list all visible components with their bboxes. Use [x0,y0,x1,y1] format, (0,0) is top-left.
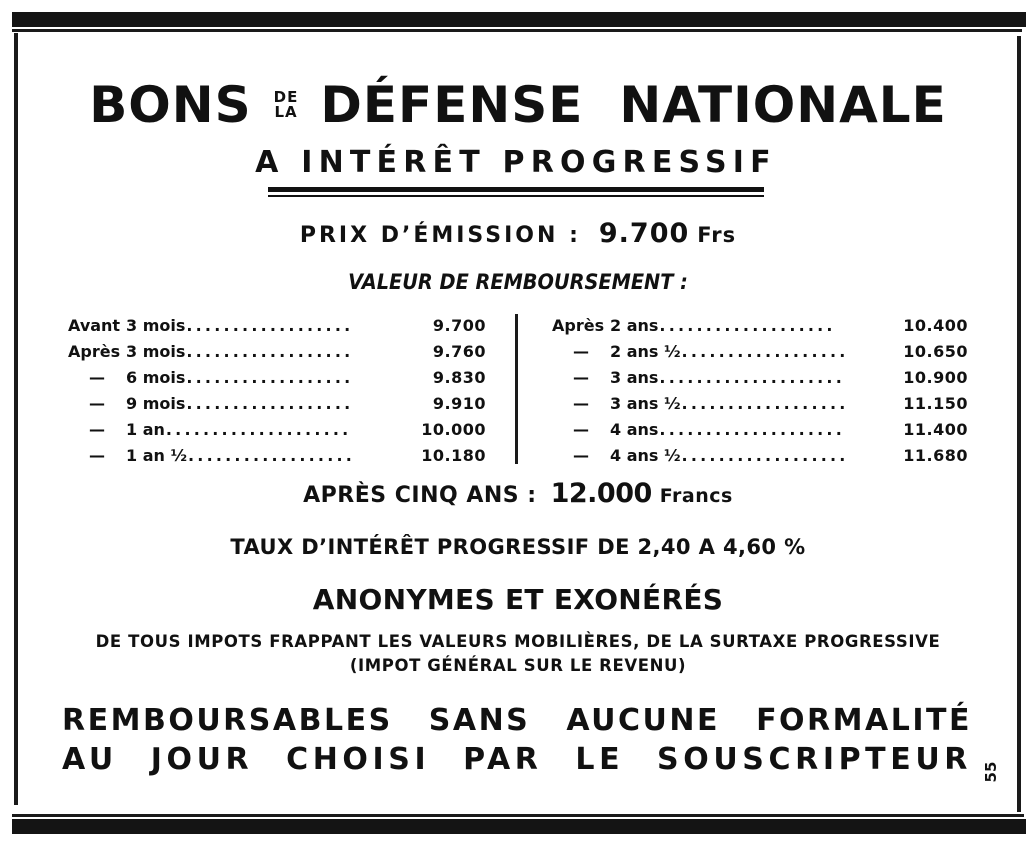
bottom-thin-rule [12,814,1024,817]
row-value: 9.760 [432,341,486,361]
table-row [68,416,486,442]
table-column-divider [515,314,518,464]
table-row [552,338,968,364]
row-value: 9.910 [432,393,486,413]
row-prefix-dash: — [573,367,589,387]
title-la: LA [274,103,298,121]
table-row [68,390,486,416]
table-row [68,364,486,390]
issue-price-amount: 9.700 [598,218,690,249]
row-label: 3 ans ½ [610,393,681,413]
table-row [68,312,486,338]
row-value: 10.400 [903,315,968,335]
title-de-la [274,90,299,120]
row-value: 9.700 [432,315,486,335]
footer-word: LE [575,741,625,777]
row-value: 10.900 [903,367,968,387]
table-row [552,390,968,416]
subtitle: A INTÉRÊT PROGRESSIF [255,144,777,180]
after-five-years-label: APRÈS CINQ ANS : [303,483,537,508]
footer-word: REMBOURSABLES [62,702,393,738]
footer-word: SOUSCRIPTEUR [657,741,972,777]
title-defense: DÉFENSE [320,76,584,134]
row-leader-dots: .................. [186,315,354,335]
row-prefix-dash: — [89,367,105,387]
row-value: 9.830 [432,367,486,387]
redemption-table-right [552,312,968,468]
after-five-years-amount: 12.000 [550,478,652,509]
row-label: 3 ans [610,367,659,387]
row-leader-dots: .................. [681,393,849,413]
redemption-heading: VALEUR DE REMBOURSEMENT : [348,270,688,294]
row-prefix: Après [552,315,605,335]
row-prefix-dash: — [573,341,589,361]
table-row [552,312,968,338]
table-row [552,442,968,468]
footer-word: AUCUNE [566,702,720,738]
page-number: 55 [982,761,1000,783]
row-leader-dots: ................... [659,315,836,335]
row-prefix-dash: — [573,419,589,439]
table-row [552,416,968,442]
row-leader-dots: .................... [165,419,352,439]
row-label: 4 ans ½ [610,445,681,465]
bottom-thick-rule [12,819,1026,834]
right-border [1017,36,1021,812]
footer-line-2 [62,739,972,779]
title-bons: BONS [89,76,252,134]
footer-word: JOUR [150,741,254,777]
after-five-years-unit: Francs [659,485,733,507]
row-leader-dots: .................. [681,341,849,361]
row-value: 11.150 [903,393,968,413]
row-label: 2 ans [610,315,659,335]
issue-price [0,218,1036,254]
row-prefix-dash: — [573,445,589,465]
top-thick-rule [12,12,1026,27]
row-leader-dots: .................... [659,367,845,387]
anonymous-exempt-heading: ANONYMES ET EXONÉRÉS [312,583,724,616]
title-nationale: NATIONALE [619,76,947,134]
row-value: 11.400 [903,419,968,439]
table-row [552,364,968,390]
redemption-table-left [68,312,486,468]
row-value: 10.180 [421,445,486,465]
row-leader-dots: .................... [659,419,845,439]
row-label: 6 mois [126,367,186,387]
issue-price-label: PRIX D’ÉMISSION : [299,223,581,248]
top-thin-rule [12,29,1022,32]
row-leader-dots: .................. [186,393,354,413]
footer-word: CHOISI [286,741,431,777]
tax-exemption-text: DE TOUS IMPOTS FRAPPANT LES VALEURS MOBILIÈRES, DE LA SURTAXE PROGRESSIVE (IMPOT GÉNÉRAL SUR LE REVENU) [95,632,941,675]
ad-title [0,70,1036,140]
row-value: 10.000 [421,419,486,439]
row-label: 1 an [126,419,165,439]
after-five-years [0,478,1036,518]
row-label: 4 ans [610,419,659,439]
row-leader-dots: .................. [188,445,356,465]
row-prefix-dash: — [573,393,589,413]
table-row [68,442,486,468]
footer-word: PAR [463,741,543,777]
row-prefix-dash: — [89,445,105,465]
footer-word: SANS [428,702,531,738]
row-label: 2 ans ½ [610,341,681,361]
row-prefix-dash: — [89,393,105,413]
row-leader-dots: .................. [681,445,849,465]
row-label: 3 mois [126,341,186,361]
row-prefix: Avant [68,315,121,335]
subtitle-underline-thick [268,187,764,192]
row-label: 1 an ½ [126,445,188,465]
row-label: 9 mois [126,393,186,413]
row-label: 3 mois [126,315,186,335]
row-prefix: Après [68,341,121,361]
table-row [68,338,486,364]
title-de: DE [273,88,299,106]
footer-word: AU [62,741,118,777]
interest-rate-line: TAUX D’INTÉRÊT PROGRESSIF DE 2,40 A 4,60 % [230,535,806,559]
issue-price-unit: Frs [697,223,737,247]
row-prefix-dash: — [89,419,105,439]
row-value: 11.680 [903,445,968,465]
row-value: 10.650 [903,341,968,361]
footer-line-1 [62,700,972,740]
subtitle-underline-thin [268,195,764,197]
row-leader-dots: .................. [186,341,354,361]
row-leader-dots: .................. [186,367,354,387]
left-border [14,33,18,805]
footer-word: FORMALITÉ [756,702,972,738]
